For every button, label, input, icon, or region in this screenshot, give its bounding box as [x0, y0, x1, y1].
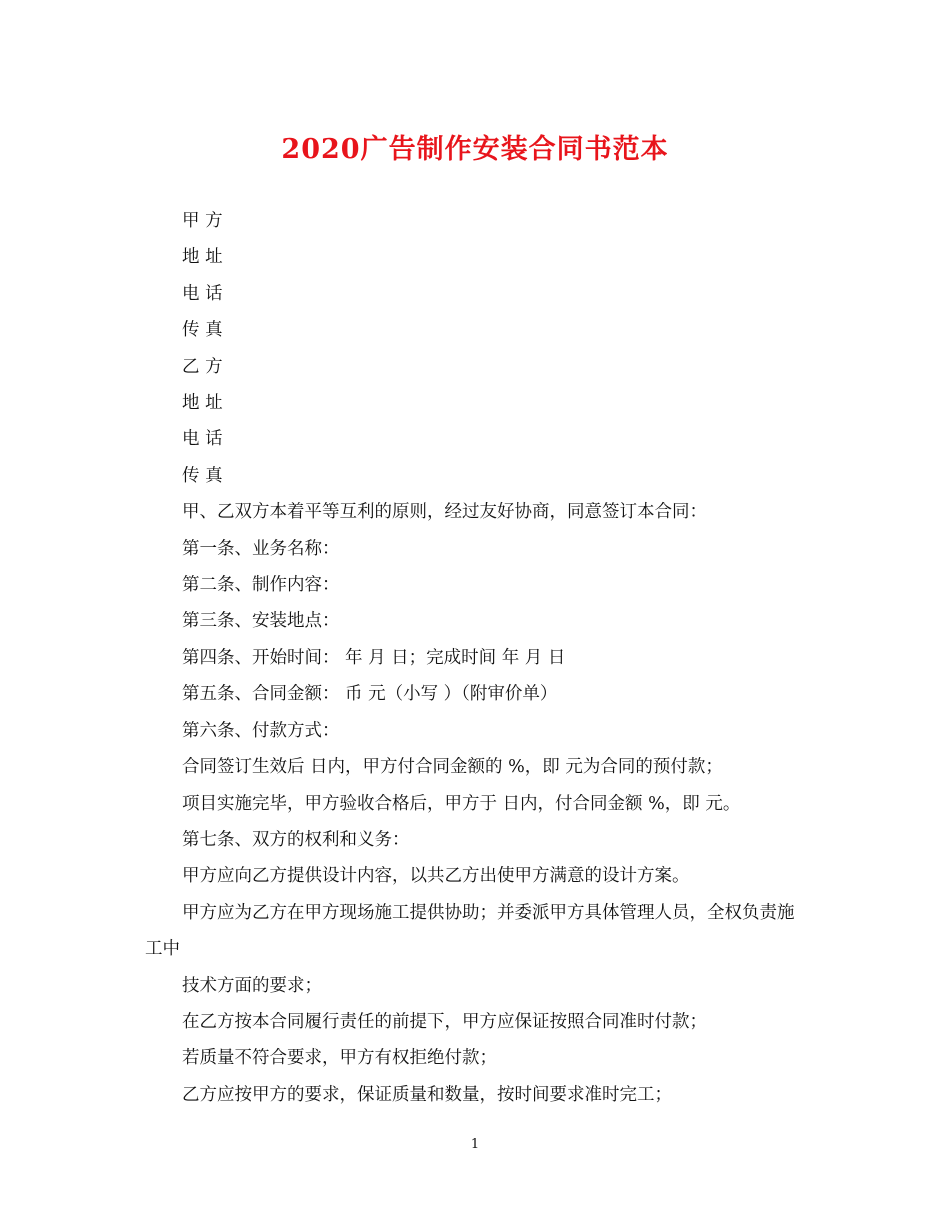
- party-b-address: 地 址: [182, 393, 223, 414]
- party-b-label: 乙 方: [182, 356, 223, 377]
- document-title: 2020广告制作安装合同书范本: [281, 134, 669, 165]
- obligation-clause-5: 若质量不符合要求，甲方有权拒绝付款；: [182, 1048, 497, 1069]
- document-body: [145, 203, 825, 1113]
- preamble-paragraph: 甲、乙双方本着平等互利的原则，经过友好协商，同意签订本合同：: [182, 502, 707, 523]
- party-b-phone: 电 话: [182, 429, 223, 450]
- obligation-clause-3: 技术方面的要求；: [182, 975, 322, 996]
- obligation-clause-6: 乙方应按甲方的要求，保证质量和数量，按时间要求准时完工；: [182, 1084, 672, 1105]
- page-number: 1: [470, 1137, 480, 1152]
- party-a-phone: 电 话: [182, 283, 223, 304]
- article-6: 第六条、付款方式：: [182, 720, 340, 741]
- payment-clause-1: 合同签订生效后 日内，甲方付合同金额的 %，即 元为合同的预付款；: [182, 757, 723, 778]
- obligation-clause-2: 甲方应为乙方在甲方现场施工提供协助；并委派甲方具体管理人员，全权负责施工中: [145, 902, 795, 960]
- obligation-clause-4: 在乙方按本合同履行责任的前提下，甲方应保证按照合同准时付款；: [182, 1011, 707, 1032]
- obligation-clause-1: 甲方应向乙方提供设计内容，以共乙方出使甲方满意的设计方案。: [182, 866, 690, 887]
- party-b-fax: 传 真: [182, 465, 223, 486]
- party-a-fax: 传 真: [182, 320, 223, 341]
- party-a-address: 地 址: [182, 247, 223, 268]
- article-1: 第一条、业务名称：: [182, 538, 340, 559]
- article-7: 第七条、双方的权利和义务：: [182, 829, 410, 850]
- article-3: 第三条、安装地点：: [182, 611, 340, 632]
- party-a-label: 甲 方: [182, 211, 223, 231]
- article-4: 第四条、开始时间： 年 月 日；完成时间 年 月 日: [182, 647, 566, 668]
- article-2: 第二条、制作内容：: [182, 575, 340, 596]
- payment-clause-2: 项目实施完毕，甲方验收合格后，甲方于 日内，付合同金额 %，即 元。: [182, 793, 741, 814]
- article-5: 第五条、合同金额： 币 元（小写 ）（附审价单）: [182, 684, 558, 705]
